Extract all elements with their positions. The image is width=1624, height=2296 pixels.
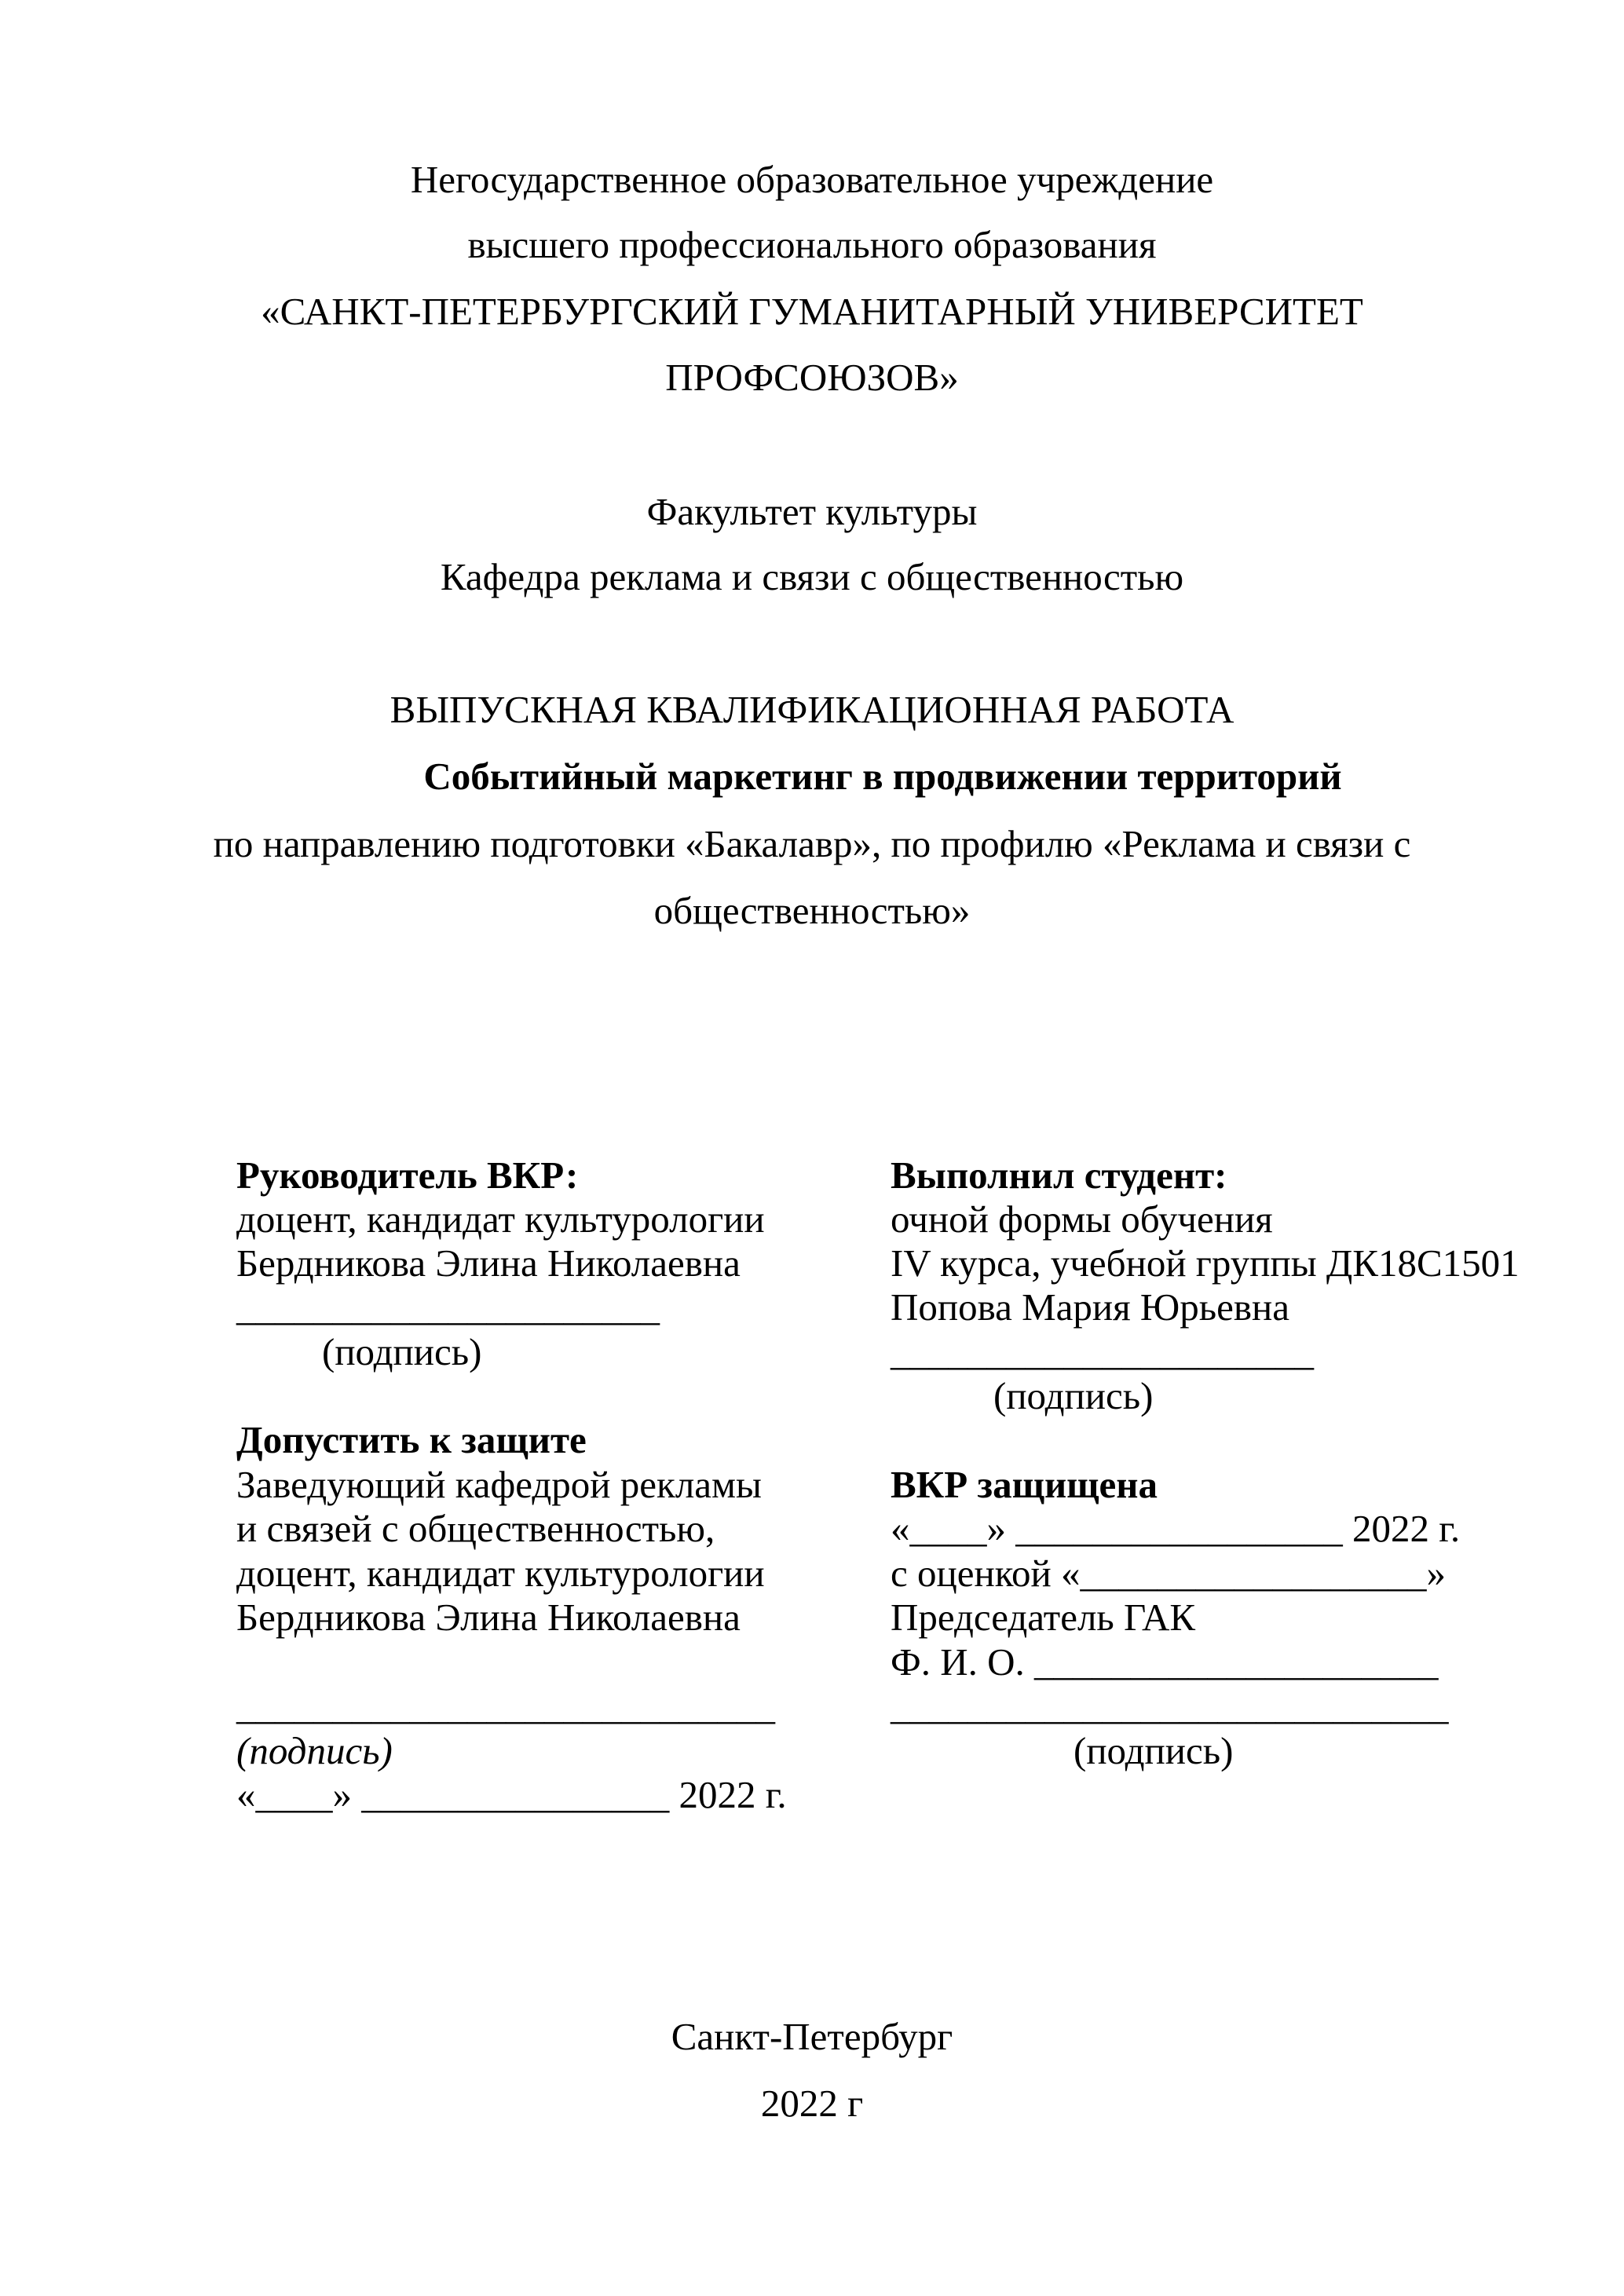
student-name: Попова Мария Юрьевна [891,1285,1289,1329]
university-name-line-2: ПРОФСОЮЗОВ» [665,356,959,399]
defended-heading: ВКР защищена [891,1463,1158,1506]
head-rank: доцент, кандидат культурологии [236,1552,765,1595]
gak-signature-label: (подпись) [1074,1729,1234,1772]
university-name-line-1: «САНКТ-ПЕТЕРБУРГСКИЙ ГУМАНИТАРНЫЙ УНИВЕРСИТЕТ [261,290,1363,333]
student-signature-label: (подпись) [993,1374,1154,1417]
year: 2022 г [760,2082,864,2125]
supervisor-rank: доцент, кандидат культурологии [236,1197,765,1241]
faculty: Факультет культуры [646,490,978,533]
gak-chair: Председатель ГАК [891,1596,1196,1639]
work-type: ВЫПУСКНАЯ КВАЛИФИКАЦИОННАЯ РАБОТА [390,688,1234,731]
gak-signature-line: _____________________________ [891,1684,1449,1727]
gak-chair-name: Ф. И. О. _____________________ [891,1640,1439,1684]
student-signature-line: ______________________ [891,1330,1314,1373]
defense-grade: с оценкой «__________________» [891,1552,1446,1595]
supervisor-signature-line: ______________________ [236,1285,660,1329]
head-signature-label: (подпись) [236,1729,393,1772]
institution-line-1: Негосударственное образовательное учреждение [410,158,1214,201]
course-group: IV курса, учебной группы ДК18С1501 [891,1241,1520,1285]
institution-line-2: высшего профессионального образования [467,223,1157,266]
admit-heading: Допустить к защите [236,1418,587,1461]
supervisor-signature-label: (подпись) [322,1330,482,1373]
supervisor-heading: Руководитель ВКР: [236,1153,579,1197]
head-signature-line: ____________________________ [236,1684,775,1727]
direction-line-1: по направлению подготовки «Бакалавр», по профилю «Реклама и связи с [213,822,1411,865]
direction-line-2: общественностью» [653,889,971,932]
work-title: Событийный маркетинг в продвижении территорий [423,755,1342,798]
admit-date: «____» ________________ 2022 г. [236,1773,787,1816]
head-position-line-1: Заведующий кафедрой рекламы [236,1463,762,1506]
city: Санкт-Петербург [671,2015,953,2058]
study-form: очной формы обучения [891,1197,1273,1241]
defense-date: «____» _________________ 2022 г. [891,1507,1461,1550]
supervisor-name: Бердникова Элина Николаевна [236,1241,741,1285]
head-name: Бердникова Элина Николаевна [236,1596,741,1639]
head-position-line-2: и связей с общественностью, [236,1507,715,1550]
student-heading: Выполнил студент: [891,1153,1227,1197]
department: Кафедра реклама и связи с общественностью [440,555,1184,598]
